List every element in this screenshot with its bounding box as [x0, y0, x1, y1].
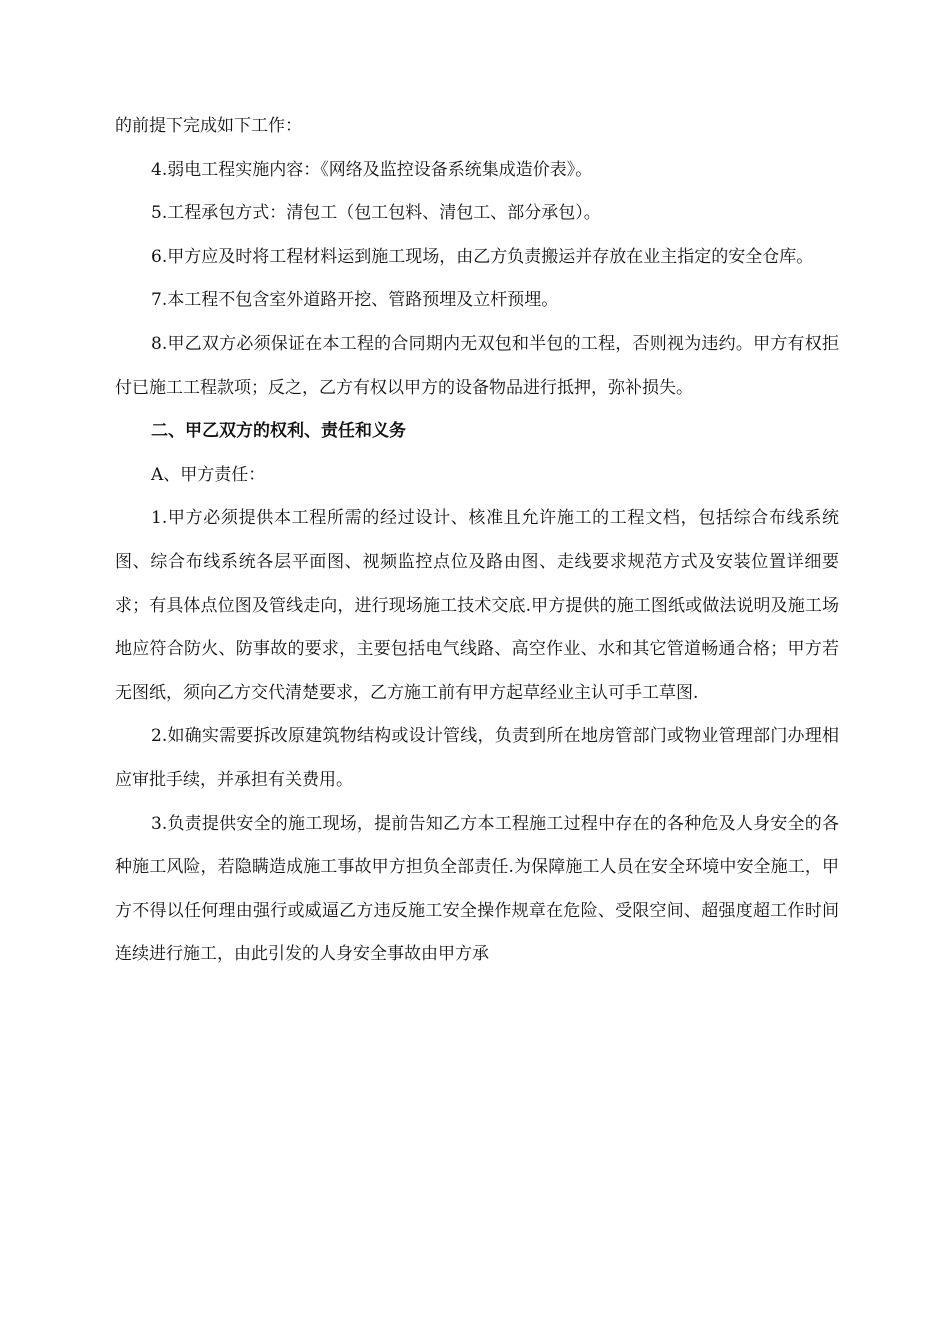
- paragraph-item-4: 4.弱电工程实施内容：《网络及监控设备系统集成造价表》。: [151, 159, 593, 180]
- subsection-heading: A、甲方责任：: [151, 464, 266, 485]
- paragraph-a1: 1.甲方必须提供本工程所需的经过设计、核准且允许施工的工程文档，包括综合布线系统图、综合布线系统各层平面图、视频监控点位及路由图、走线要求规范方式及安装位置详细要求；有具体点位图及管线走向，进行现场施工技术交底.甲方提供的施工图纸或做法说明及施工场地应符合防火、防事故的要求，主要包括电气线路、高空作业、水和其它管道畅通合格；甲方若无图纸，须向乙方交代清楚要求，乙方施工前有甲方起草经业主认可手工草图.: [115, 508, 839, 703]
- paragraph-item-6: 6.甲方应及时将工程材料运到施工现场，由乙方负责搬运并存放在业主指定的安全仓库。: [151, 246, 814, 267]
- paragraph-a3: 3.负责提供安全的施工现场，提前告知乙方本工程施工过程中存在的各种危及人身安全的各种施工风险，若隐瞒造成施工事故甲方担负全部责任.为保障施工人员在安全环境中安全施工，甲方不得以任何理由强行或威逼乙方违反施工安全操作规章在危险、受限空间、超强度超工作时间连续进行施工，由此引发的人身安全事故由甲方承: [115, 813, 839, 965]
- paragraph-intro: 的前提下完成如下工作：: [115, 116, 302, 136]
- paragraph-a2: 2.如确实需要拆改原建筑物结构或设计管线，负责到所在地房管部门或物业管理部门办理相应审批手续，并承担有关费用。: [115, 726, 839, 790]
- paragraph-item-8: 8.甲乙双方必须保证在本工程的合同期内无双包和半包的工程，否则视为违约。甲方有权拒付已施工工程款项；反之，乙方有权以甲方的设备物品进行抵押，弥补损失。: [115, 333, 839, 398]
- section-heading: 二、甲乙双方的权利、责任和义务: [151, 421, 406, 442]
- paragraph-item-5: 5.工程承包方式：清包工（包工包料、清包工、部分承包）。: [151, 203, 601, 224]
- paragraph-item-7: 7.本工程不包含室外道路开挖、管路预埋及立杆预埋。: [151, 290, 559, 311]
- document-page: [115, 105, 839, 977]
